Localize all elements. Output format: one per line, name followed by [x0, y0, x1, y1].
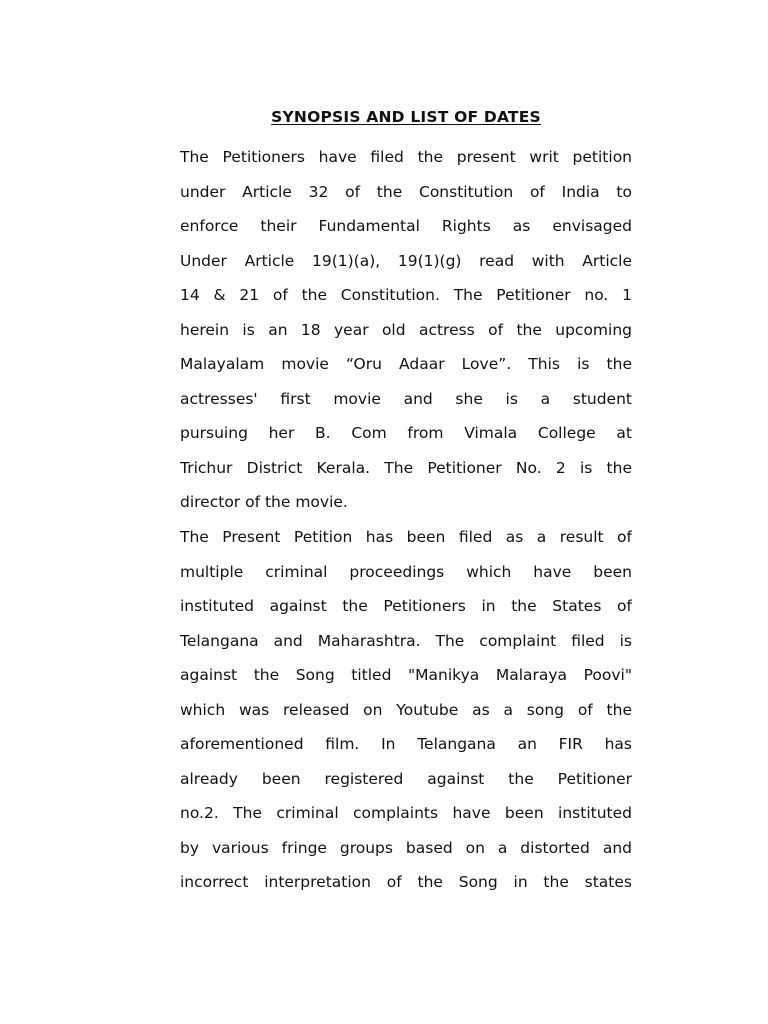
text-line: incorrect interpretation of the Song in the states: [180, 873, 632, 892]
text-line: pursuing her B. Com from Vimala College at: [180, 424, 632, 443]
text-line: instituted against the Petitioners in the States of: [180, 597, 632, 616]
text-line: aforementioned film. In Telangana an FIR has: [180, 735, 632, 754]
text-line: Trichur District Kerala. The Petitioner No. 2 is the: [180, 458, 632, 477]
text-line: Under Article 19(1)(a), 19(1)(g) read with Article: [180, 251, 632, 270]
text-line: herein is an 18 year old actress of the upcoming: [180, 320, 632, 339]
document-heading: SYNOPSIS AND LIST OF DATES: [271, 108, 541, 126]
text-line: by various fringe groups based on a distorted and: [180, 838, 632, 857]
text-line: multiple criminal proceedings which have been: [180, 562, 632, 581]
text-line: The Petitioners have filed the present writ petition: [180, 148, 632, 166]
text-line: under Article 32 of the Constitution of India to: [180, 182, 632, 201]
text-line: actresses' first movie and she is a student: [180, 389, 632, 408]
paragraph-2: [180, 520, 632, 900]
text-line: The Present Petition has been filed as a result of: [180, 528, 632, 547]
text-line: enforce their Fundamental Rights as envisaged: [180, 217, 632, 236]
paragraph-1: [180, 140, 632, 520]
text-line: which was released on Youtube as a song of the: [180, 700, 632, 719]
text-line: Malayalam movie “Oru Adaar Love”. This is the: [180, 355, 632, 374]
text-line: no.2. The criminal complaints have been instituted: [180, 804, 632, 823]
text-line: against the Song titled "Manikya Malaraya Poovi": [180, 666, 632, 685]
text-line: 14 & 21 of the Constitution. The Petitioner no. 1: [180, 286, 632, 305]
text-line: director of the movie.: [180, 493, 348, 512]
text-line: Telangana and Maharashtra. The complaint filed is: [180, 631, 632, 650]
document-body: [180, 140, 632, 900]
text-line: already been registered against the Petitioner: [180, 769, 632, 788]
